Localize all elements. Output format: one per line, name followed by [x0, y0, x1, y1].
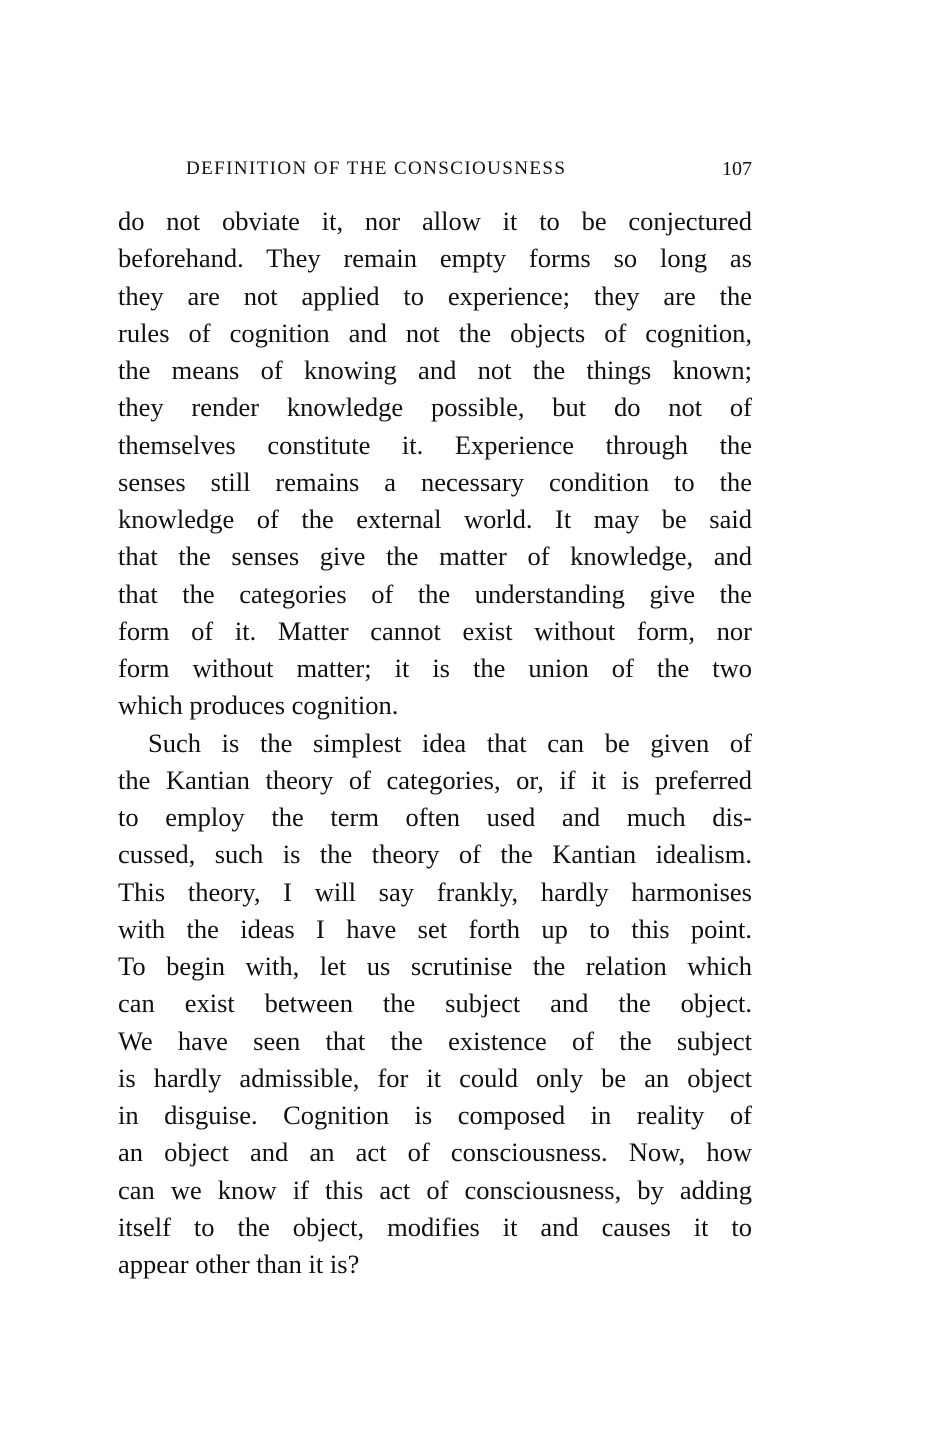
text-line: Such is the simplest idea that can be given of — [148, 727, 752, 758]
text-line: knowledge of the external world. It may be said — [118, 504, 752, 534]
text-line: to employ the term often used and much dis- — [118, 802, 752, 832]
text-line: in disguise. Cognition is composed in reality of — [118, 1100, 752, 1130]
text-line: that the senses give the matter of knowledge, and — [118, 541, 752, 572]
text-line: appear other than it is? — [118, 1249, 360, 1279]
text-line: they are not applied to experience; they are the — [118, 280, 752, 311]
text-line: with the ideas I have set forth up to this point. — [118, 913, 752, 944]
text-line: they render knowledge possible, but do not of — [118, 392, 752, 423]
text-line: the means of knowing and not the things known; — [118, 355, 752, 385]
text-line: We have seen that the existence of the subject — [118, 1025, 752, 1056]
paragraph — [118, 203, 752, 725]
text-line: form without matter; it is the union of the two — [118, 653, 752, 683]
page-number: 107 — [722, 158, 752, 180]
running-header — [186, 158, 752, 188]
text-line: beforehand. They remain empty forms so long as — [118, 243, 752, 274]
text-line: can we know if this act of consciousness, by adding — [118, 1174, 752, 1205]
text-line: the Kantian theory of categories, or, if it is preferred — [118, 764, 752, 795]
text-line: form of it. Matter cannot exist without form, nor — [118, 615, 752, 646]
running-title: DEFINITION OF THE CONSCIOUSNESS — [186, 158, 567, 179]
text-line: themselves constitute it. Experience through the — [118, 429, 752, 460]
text-line: is hardly admissible, for it could only be an object — [118, 1062, 752, 1093]
text-line: which produces cognition. — [118, 690, 399, 721]
text-line: This theory, I will say frankly, hardly harmonises — [118, 876, 752, 907]
text-line: can exist between the subject and the object. — [118, 988, 752, 1019]
text-line: do not obviate it, nor allow it to be conjectured — [118, 206, 752, 236]
text-line: an object and an act of consciousness. Now, how — [118, 1137, 752, 1168]
page-body — [118, 203, 752, 1283]
text-line: rules of cognition and not the objects of cognition, — [118, 317, 752, 348]
text-line: that the categories of the understanding give the — [118, 578, 752, 609]
text-line: itself to the object, modifies it and causes it to — [118, 1211, 752, 1242]
paragraph — [118, 725, 752, 1284]
text-line: To begin with, let us scrutinise the relation which — [118, 951, 752, 981]
text-line: cussed, such is the theory of the Kantian idealism. — [118, 839, 752, 870]
text-line: senses still remains a necessary condition to the — [118, 466, 752, 497]
